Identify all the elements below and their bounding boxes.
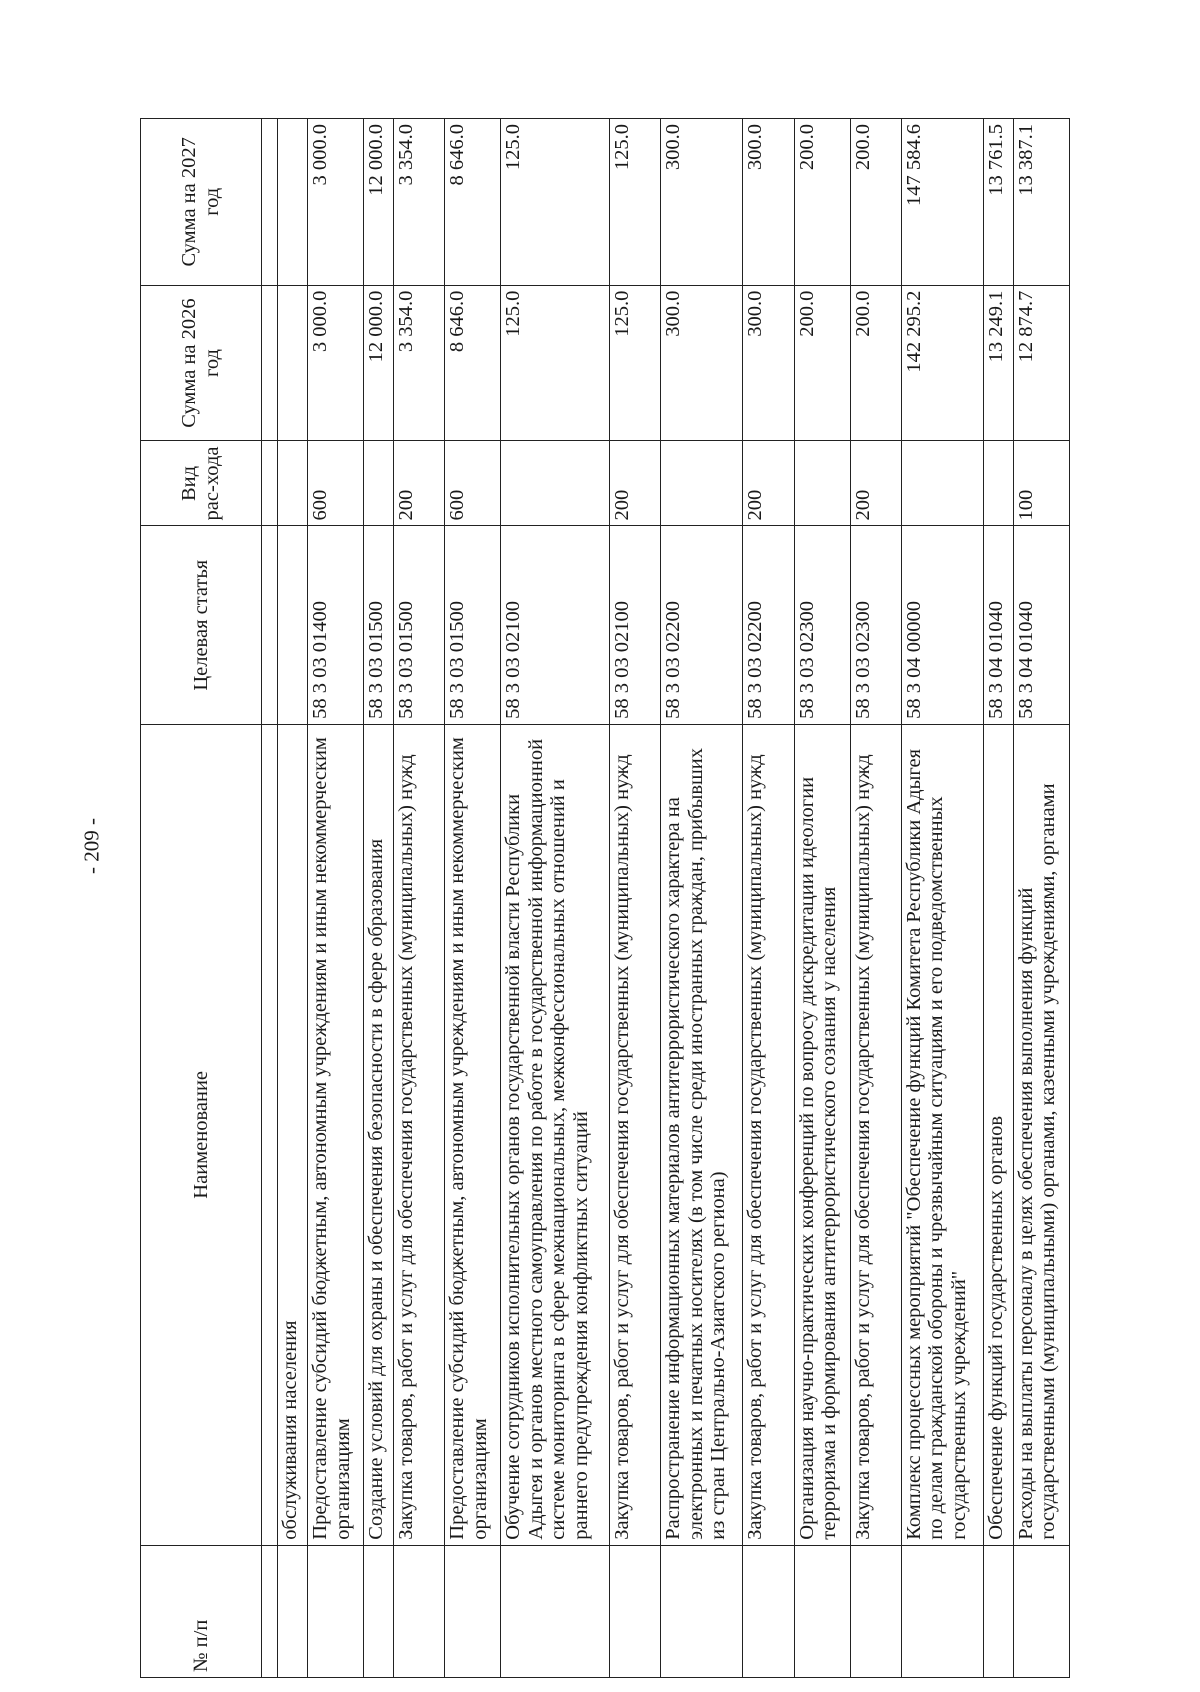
row-sum-2026: 200.0 (794, 285, 850, 441)
row-name: Закупка товаров, работ и услуг для обеспечения государственных (муниципальных) нужд (393, 724, 444, 1545)
row-name: Обеспечение функций государственных органов (984, 724, 1014, 1545)
row-sum-2027: 8 646.0 (445, 119, 501, 286)
table-row (262, 119, 278, 1678)
row-sum-2026 (278, 285, 308, 441)
row-sum-2027: 125.0 (609, 119, 660, 286)
row-target-article: 58 3 03 01500 (364, 526, 394, 724)
row-name: обслуживания населения (278, 724, 308, 1545)
row-sum-2026: 125.0 (609, 285, 660, 441)
row-sum-2026: 12 000.0 (364, 285, 394, 441)
row-sum-2026: 13 249.1 (984, 285, 1014, 441)
row-number (278, 1545, 308, 1677)
header-target-article: Целевая статья (141, 526, 262, 724)
row-target-article: 58 3 03 01400 (308, 526, 364, 724)
row-sum-2026: 8 646.0 (445, 285, 501, 441)
row-sum-2027: 3 000.0 (308, 119, 364, 286)
row-name: Предоставление субсидий бюджетным, автономным учреждениям и иным некоммерческим организациям (308, 724, 364, 1545)
row-expense-type (901, 441, 983, 526)
row-number (850, 1545, 901, 1677)
row-sum-2027 (262, 119, 278, 286)
row-number (393, 1545, 444, 1677)
table-row (1013, 119, 1069, 1678)
row-expense-type (501, 441, 610, 526)
table-row (393, 119, 444, 1678)
row-sum-2027: 12 000.0 (364, 119, 394, 286)
table-header-row (141, 119, 262, 1678)
row-number (445, 1545, 501, 1677)
row-target-article (262, 526, 278, 724)
budget-table (140, 118, 1070, 1678)
row-expense-type: 200 (743, 441, 794, 526)
row-name: Обучение сотрудников исполнительных органов государственной власти Республики Адыгея и органов местного самоуправления по работе в государственной информационной системе мониторинга в сфере межнациональных, межконфессиональных отношений и раннего предупреждения конфликтных ситуаций (501, 724, 610, 1545)
row-number (660, 1545, 742, 1677)
row-target-article: 58 3 03 02100 (501, 526, 610, 724)
row-expense-type: 200 (393, 441, 444, 526)
row-target-article (278, 526, 308, 724)
row-name: Закупка товаров, работ и услуг для обеспечения государственных (муниципальных) нужд (609, 724, 660, 1545)
table-row (308, 119, 364, 1678)
header-sum-2027: Сумма на 2027 год (141, 119, 262, 286)
row-expense-type (984, 441, 1014, 526)
table-row (445, 119, 501, 1678)
row-number (364, 1545, 394, 1677)
row-name: Создание условий для охраны и обеспечения безопасности в сфере образования (364, 724, 394, 1545)
row-sum-2027: 300.0 (743, 119, 794, 286)
row-name: Предоставление субсидий бюджетным, автономным учреждениям и иным некоммерческим организациям (445, 724, 501, 1545)
row-target-article: 58 3 04 01040 (984, 526, 1014, 724)
header-num: № п/п (141, 1545, 262, 1677)
page-number: - 209 - (79, 818, 104, 874)
row-expense-type (262, 441, 278, 526)
table-row (278, 119, 308, 1678)
row-number (984, 1545, 1014, 1677)
row-name: Организация научно-практических конференций по вопросу дискредитации идеологии терроризма и формирования антитеррористического сознания у населения (794, 724, 850, 1545)
row-name: Расходы на выплаты персоналу в целях обеспечения выполнения функций государственными (муниципальными) органами, казенными учреждениями, органами (1013, 724, 1069, 1545)
row-target-article: 58 3 03 02200 (743, 526, 794, 724)
row-sum-2027: 200.0 (850, 119, 901, 286)
row-sum-2026: 12 874.7 (1013, 285, 1069, 441)
row-sum-2027: 300.0 (660, 119, 742, 286)
header-expense-type: Вид рас-хода (141, 441, 262, 526)
table-row (850, 119, 901, 1678)
table-row (609, 119, 660, 1678)
row-target-article: 58 3 04 00000 (901, 526, 983, 724)
row-number (1013, 1545, 1069, 1677)
row-target-article: 58 3 03 02300 (850, 526, 901, 724)
row-sum-2026: 3 354.0 (393, 285, 444, 441)
row-target-article: 58 3 03 02300 (794, 526, 850, 724)
row-sum-2026: 3 000.0 (308, 285, 364, 441)
table-row (743, 119, 794, 1678)
table-row (364, 119, 394, 1678)
rotated-table-frame (140, 118, 1070, 1678)
row-expense-type (278, 441, 308, 526)
row-expense-type: 600 (308, 441, 364, 526)
row-target-article: 58 3 04 01040 (1013, 526, 1069, 724)
table-row (660, 119, 742, 1678)
table-row (501, 119, 610, 1678)
row-expense-type (794, 441, 850, 526)
row-name: Распространение информационных материалов антитеррористического характера на электронных и печатных носителях (в том числе среди иностранных граждан, прибывших из стран Центрально-Азиатского региона) (660, 724, 742, 1545)
row-expense-type (364, 441, 394, 526)
row-sum-2027: 13 761.5 (984, 119, 1014, 286)
row-number (609, 1545, 660, 1677)
row-target-article: 58 3 03 01500 (445, 526, 501, 724)
row-sum-2026: 300.0 (660, 285, 742, 441)
row-expense-type: 200 (850, 441, 901, 526)
row-sum-2026: 125.0 (501, 285, 610, 441)
row-number (262, 1545, 278, 1677)
row-sum-2027: 3 354.0 (393, 119, 444, 286)
table-row (984, 119, 1014, 1678)
budget-table-container (140, 118, 1070, 1678)
table-row (901, 119, 983, 1678)
row-number (501, 1545, 610, 1677)
row-sum-2026: 142 295.2 (901, 285, 983, 441)
table-row (794, 119, 850, 1678)
row-name: Закупка товаров, работ и услуг для обеспечения государственных (муниципальных) нужд (850, 724, 901, 1545)
table-body (262, 119, 1070, 1678)
row-number (901, 1545, 983, 1677)
row-target-article: 58 3 03 01500 (393, 526, 444, 724)
row-expense-type (660, 441, 742, 526)
row-expense-type: 600 (445, 441, 501, 526)
row-target-article: 58 3 03 02200 (660, 526, 742, 724)
row-name: Комплекс процессных мероприятий "Обеспечение функций Комитета Республики Адыгея по делам гражданской обороны и чрезвычайным ситуациям и его подведомственных государственных учреждений" (901, 724, 983, 1545)
row-sum-2027: 125.0 (501, 119, 610, 286)
header-sum-2026: Сумма на 2026 год (141, 285, 262, 441)
row-sum-2026: 300.0 (743, 285, 794, 441)
row-expense-type: 100 (1013, 441, 1069, 526)
row-sum-2027: 13 387.1 (1013, 119, 1069, 286)
header-name: Наименование (141, 724, 262, 1545)
row-number (308, 1545, 364, 1677)
row-expense-type: 200 (609, 441, 660, 526)
row-name: Закупка товаров, работ и услуг для обеспечения государственных (муниципальных) нужд (743, 724, 794, 1545)
row-sum-2027: 200.0 (794, 119, 850, 286)
row-sum-2026 (262, 285, 278, 441)
row-name (262, 724, 278, 1545)
row-target-article: 58 3 03 02100 (609, 526, 660, 724)
row-sum-2027 (278, 119, 308, 286)
row-sum-2027: 147 584.6 (901, 119, 983, 286)
row-number (743, 1545, 794, 1677)
row-number (794, 1545, 850, 1677)
row-sum-2026: 200.0 (850, 285, 901, 441)
